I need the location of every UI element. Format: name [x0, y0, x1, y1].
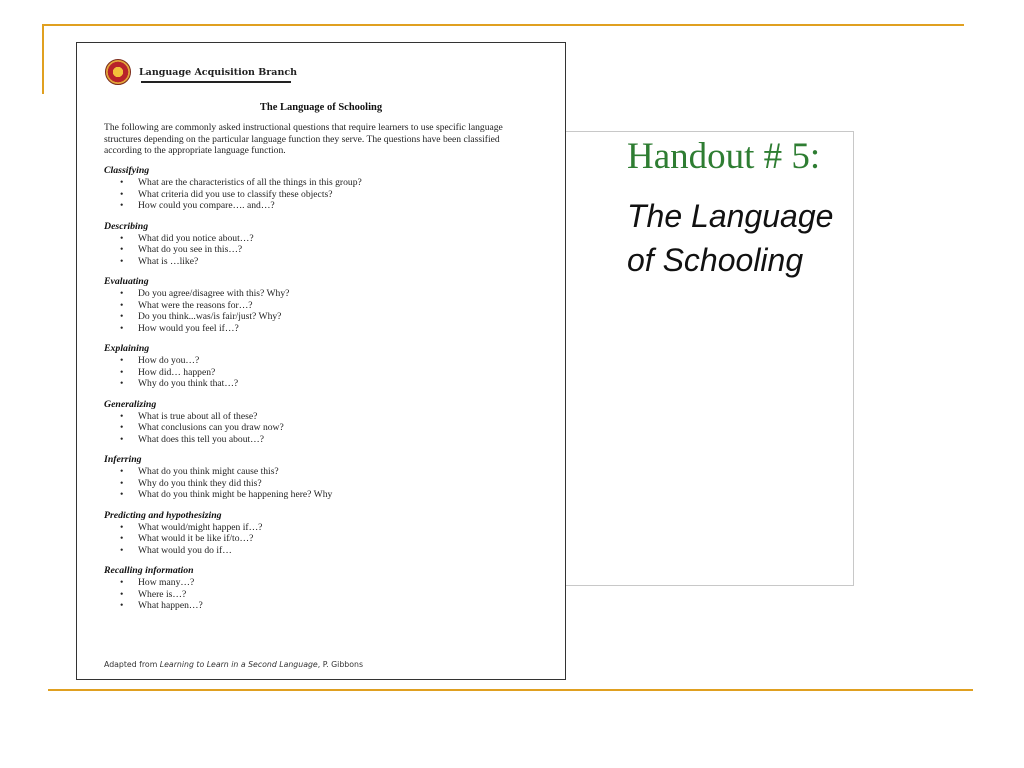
question-section [104, 165, 544, 212]
question-item: • Do you agree/disagree with this? Why? [120, 288, 544, 300]
question-item: • How many…? [120, 577, 544, 589]
question-list [104, 233, 544, 268]
question-list [104, 522, 544, 557]
question-item: • What do you think might cause this? [120, 466, 544, 478]
question-item: • What does this tell you about…? [120, 434, 544, 446]
question-sections [104, 165, 544, 621]
question-item: • What do you think might be happening here? Why [120, 489, 544, 501]
section-title: Generalizing [104, 398, 157, 410]
slide-subtitle [627, 194, 907, 282]
district-seal-icon [105, 59, 131, 85]
section-title: Recalling information [104, 565, 194, 576]
question-list [104, 577, 544, 612]
question-item: • What do you see in this…? [120, 244, 544, 256]
section-title: Evaluating [104, 276, 149, 287]
section-title: Predicting and hypothesizing [104, 509, 222, 521]
question-item: • Where is…? [120, 589, 544, 601]
slide-title: Handout # 5: [627, 136, 821, 177]
question-item: • Why do you think they did this? [120, 478, 544, 490]
question-list [104, 466, 544, 501]
question-item: • Why do you think that…? [120, 378, 544, 390]
question-section [104, 454, 544, 501]
subtitle-line-1: The Language [627, 198, 834, 234]
question-item: • How would you feel if…? [120, 323, 544, 335]
branch-underline [141, 81, 291, 83]
question-list [104, 288, 544, 334]
document-intro: The following are commonly asked instructional questions that require learners to use specific language structures depending on the particular language function they serve. The questions have been classified according to the appropriate language function. [104, 122, 503, 156]
handout-document [76, 42, 566, 680]
question-section [104, 343, 544, 390]
section-title: Explaining [104, 343, 150, 354]
section-title: Classifying [104, 165, 150, 176]
footer-suffix: , P. Gibbons [317, 660, 364, 669]
question-item: • What happen…? [120, 600, 544, 612]
top-accent-rule [42, 24, 964, 26]
question-list [104, 177, 544, 212]
question-section [104, 399, 544, 446]
question-section [104, 510, 544, 557]
question-item: • How do you…? [120, 355, 544, 367]
document-footer [104, 660, 363, 669]
subtitle-line-2: of Schooling [627, 242, 804, 278]
section-title: Inferring [104, 454, 142, 465]
question-item: • What did you notice about…? [120, 233, 544, 245]
question-list [104, 355, 544, 390]
section-title: Describing [104, 220, 149, 232]
question-item: • What would/might happen if…? [120, 522, 544, 534]
question-item: • What would it be like if/to…? [120, 533, 544, 545]
document-title: The Language of Schooling [259, 102, 383, 113]
question-item: • How could you compare…. and…? [120, 200, 544, 212]
question-item: • What were the reasons for…? [120, 300, 544, 312]
footer-prefix: Adapted from [104, 660, 160, 669]
footer-book-title: Learning to Learn in a Second Language [159, 660, 318, 669]
question-item: • What are the characteristics of all the things in this group? [120, 177, 544, 189]
question-item: • What criteria did you use to classify these objects? [120, 189, 544, 201]
bottom-accent-rule [48, 689, 973, 691]
question-section [104, 221, 544, 268]
question-item: • What conclusions can you draw now? [120, 422, 544, 434]
question-item: • Do you think...was/is fair/just? Why? [120, 311, 544, 323]
question-item: • What is true about all of these? [120, 411, 544, 423]
question-item: • What is …like? [120, 256, 544, 268]
question-item: • What would you do if… [120, 545, 544, 557]
question-item: • How did… happen? [120, 367, 544, 379]
question-section [104, 565, 544, 612]
question-section [104, 276, 544, 334]
question-list [104, 411, 544, 446]
branch-name: Language Acquisition Branch [139, 66, 298, 78]
left-accent-rule [42, 24, 44, 94]
